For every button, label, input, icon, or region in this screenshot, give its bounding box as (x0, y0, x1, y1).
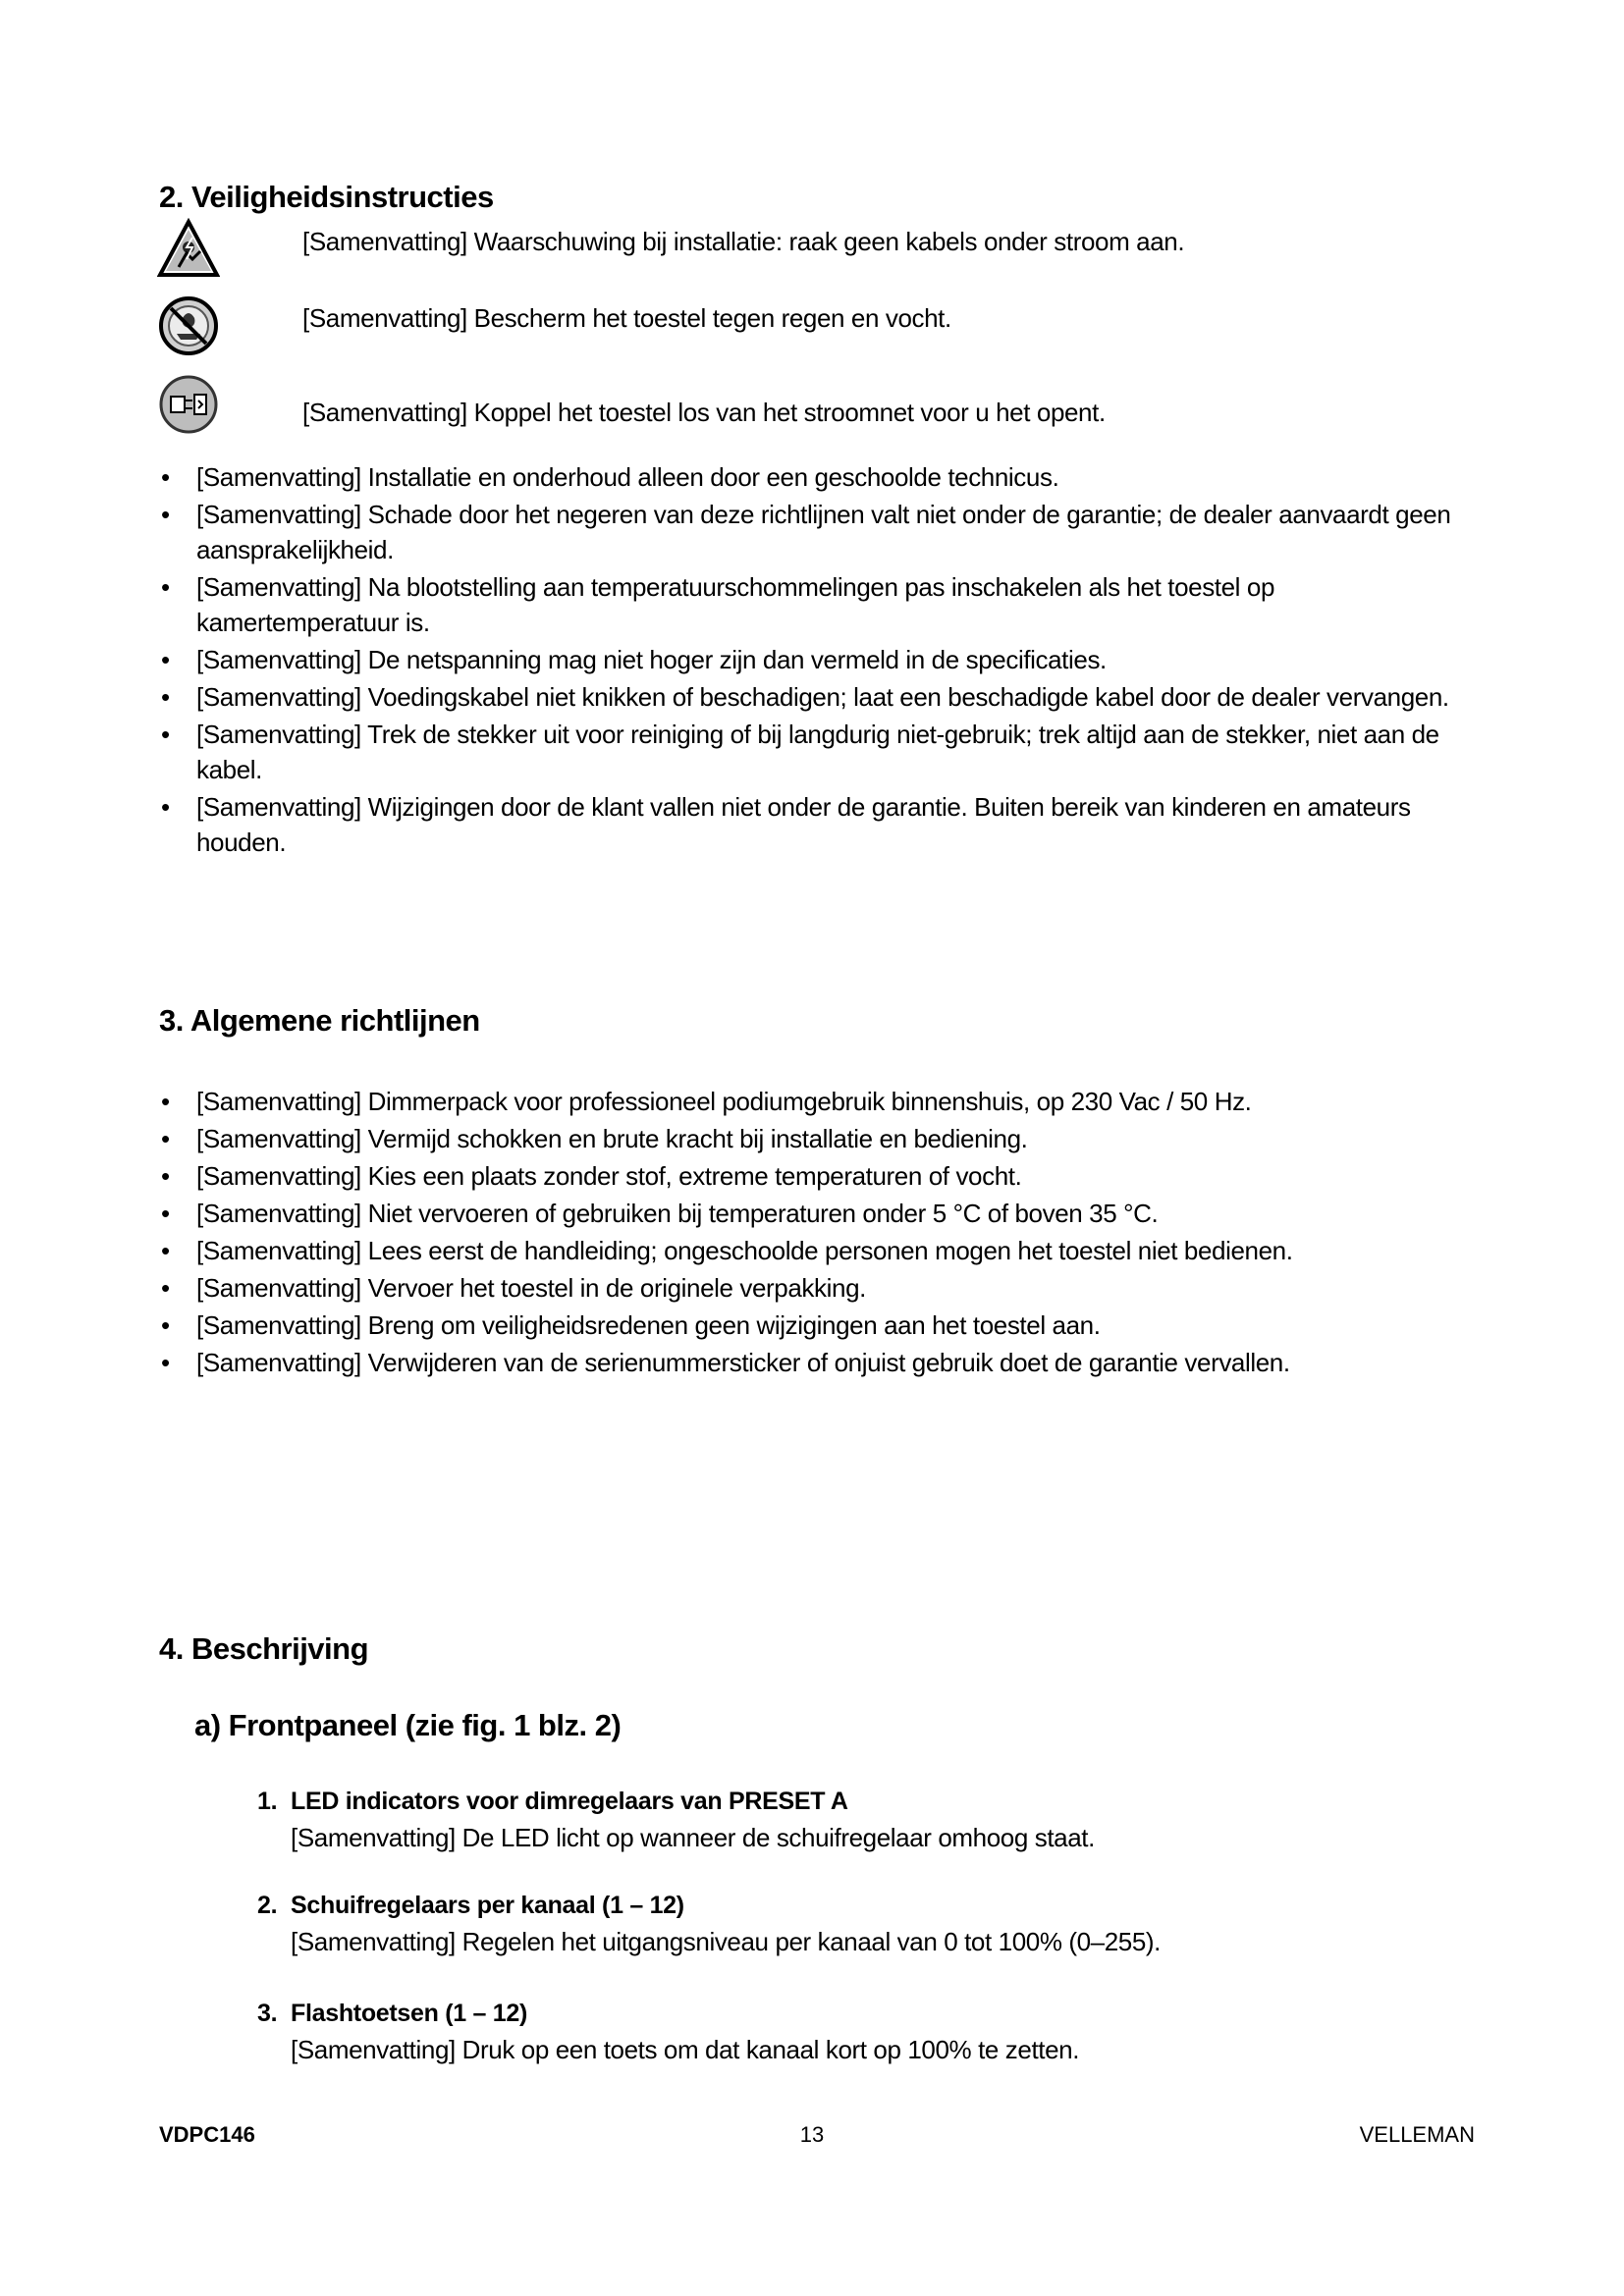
description-item-title (257, 1889, 1469, 1922)
section-3-heading: 3. Algemene richtlijnen (159, 1003, 480, 1038)
list-item: • [Samenvatting] Voedingskabel niet knikken of beschadigen; laat een beschadigde kabel door de dealer vervangen. (159, 679, 1475, 715)
footer-model: VDPC146 (159, 2122, 255, 2147)
unplug-before-opening-icon (157, 373, 220, 436)
description-item-label: Schuifregelaars per kanaal (1 – 12) (291, 1892, 684, 1919)
safety-note-disconnect (157, 373, 1473, 436)
general-guidelines-list (159, 1084, 1475, 1382)
safety-note-text: [Samenvatting] Bescherm het toestel tegen regen en vocht. (302, 303, 951, 333)
list-item: • [Samenvatting] Verwijderen van de serienummersticker of onjuist gebruik doet de garantie vervallen. (159, 1345, 1475, 1380)
electric-shock-warning-icon (157, 218, 220, 281)
description-item (257, 1785, 1469, 1855)
description-item-number: 3. (257, 2000, 278, 2027)
description-item-label: LED indicators voor dimregelaars van PRESET A (291, 1788, 848, 1815)
description-item-label: Flashtoetsen (1 – 12) (291, 2000, 528, 2027)
list-item: • [Samenvatting] Trek de stekker uit voor reiniging of bij langdurig niet-gebruik; trek altijd aan de stekker, niet aan de kabel. (159, 717, 1475, 787)
list-item: • [Samenvatting] Na blootstelling aan temperatuurschommelingen pas inschakelen als het toestel op kamertemperatuur is. (159, 569, 1475, 640)
list-item: • [Samenvatting] Vermijd schokken en brute kracht bij installatie en bediening. (159, 1121, 1475, 1156)
description-item-number: 1. (257, 1788, 278, 1815)
section-2-heading: 2. Veiligheidsinstructies (159, 180, 494, 214)
footer-page-number: 13 (799, 2122, 825, 2147)
description-item-text: [Samenvatting] Regelen het uitgangsniveau per kanaal van 0 tot 100% (0–255). (291, 1927, 1161, 1956)
list-item: • [Samenvatting] Niet vervoeren of gebruiken bij temperaturen onder 5 °C of boven 35 °C. (159, 1196, 1475, 1231)
description-item-number: 2. (257, 1892, 278, 1919)
no-rain-icon (157, 294, 220, 357)
safety-note-text: [Samenvatting] Waarschuwing bij installatie: raak geen kabels onder stroom aan. (302, 227, 1185, 256)
footer-brand: VELLEMAN (1359, 2122, 1475, 2147)
description-item-title (257, 1997, 1469, 2030)
list-item: • [Samenvatting] Vervoer het toestel in de originele verpakking. (159, 1270, 1475, 1306)
description-item-title (257, 1785, 1469, 1818)
list-item: • [Samenvatting] De netspanning mag niet hoger zijn dan vermeld in de specificaties. (159, 642, 1475, 677)
list-item: • [Samenvatting] Breng om veiligheidsredenen geen wijzigingen aan het toestel aan. (159, 1308, 1475, 1343)
list-item: • [Samenvatting] Dimmerpack voor professioneel podiumgebruik binnenshuis, op 230 Vac / 50 Hz. (159, 1084, 1475, 1119)
safety-note-text: [Samenvatting] Koppel het toestel los van het stroomnet voor u het opent. (302, 398, 1106, 427)
list-item: • [Samenvatting] Kies een plaats zonder stof, extreme temperaturen of vocht. (159, 1158, 1475, 1194)
description-item-text: [Samenvatting] Druk op een toets om dat kanaal kort op 100% te zetten. (291, 2035, 1080, 2064)
list-item: • [Samenvatting] Wijzigingen door de klant vallen niet onder de garantie. Buiten bereik van kinderen en amateurs houden. (159, 789, 1475, 860)
front-panel-subheading: a) Frontpaneel (zie fig. 1 blz. 2) (194, 1708, 622, 1742)
list-item: • [Samenvatting] Lees eerst de handleiding; ongeschoolde personen mogen het toestel niet bedienen. (159, 1233, 1475, 1268)
safety-note-moisture (157, 294, 1473, 357)
safety-bullet-list (159, 459, 1475, 862)
description-item (257, 1889, 1469, 1959)
list-item: • [Samenvatting] Schade door het negeren van deze richtlijnen valt niet onder de garantie; de dealer aanvaardt geen aansprakelijkheid. (159, 497, 1475, 567)
safety-note-electrocution (157, 218, 1473, 281)
description-item (257, 1997, 1469, 2067)
section-4-heading: 4. Beschrijving (159, 1631, 369, 1666)
list-item: • [Samenvatting] Installatie en onderhoud alleen door een geschoolde technicus. (159, 459, 1475, 495)
description-item-text: [Samenvatting] De LED licht op wanneer de schuifregelaar omhoog staat. (291, 1823, 1095, 1852)
